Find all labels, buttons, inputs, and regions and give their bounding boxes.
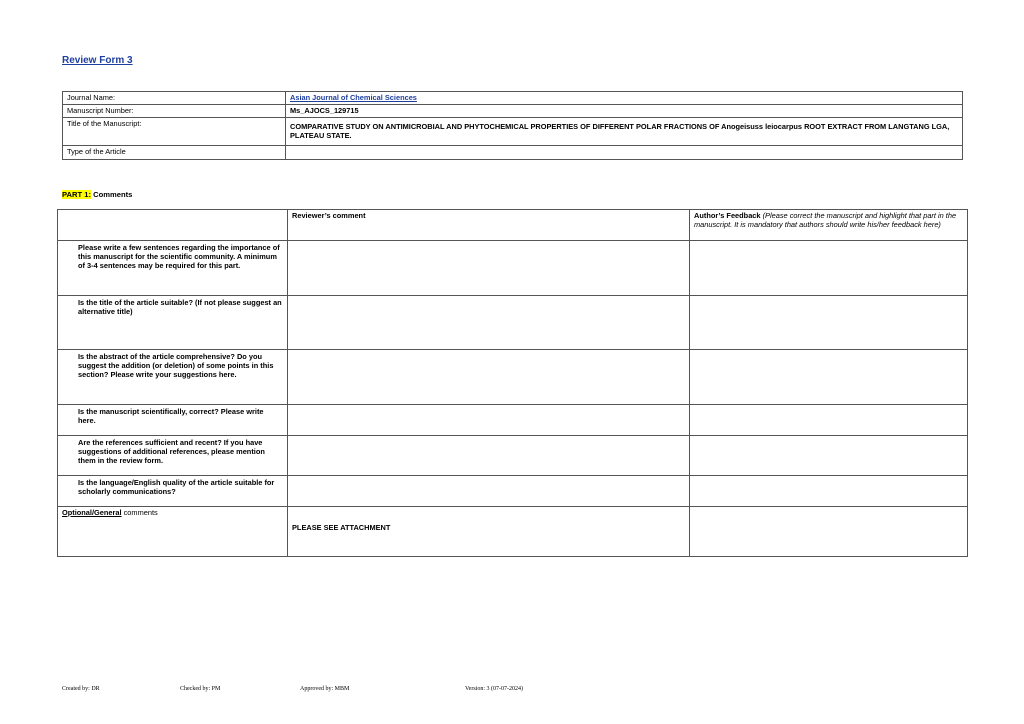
question-scientific: Is the manuscript scientifically, correct? Please write here. xyxy=(58,405,288,436)
reviewer-comment-cell[interactable] xyxy=(288,436,690,476)
reviewer-comment-cell[interactable] xyxy=(288,350,690,405)
journal-row xyxy=(63,92,963,105)
table-row xyxy=(58,476,968,507)
reviewer-comment-cell[interactable] xyxy=(288,241,690,296)
manuscript-title-row xyxy=(63,118,963,146)
reviewer-comment-cell[interactable] xyxy=(288,296,690,350)
author-feedback-title: Author’s Feedback xyxy=(694,211,761,220)
question-importance: Please write a few sentences regarding the importance of this manuscript for the scientific community. A minimum of 3-4 sentences may be required for this part. xyxy=(58,241,288,296)
optional-label-underlined: Optional/General xyxy=(62,508,122,517)
comments-table xyxy=(57,209,968,557)
part-highlight: PART 1: xyxy=(62,190,91,199)
author-feedback-note: (Please correct the manuscript and highlight that part in the manuscript. It is mandatory that authors should write his/her feedback here) xyxy=(694,211,957,229)
table-row xyxy=(58,241,968,296)
article-type-label: Type of the Article xyxy=(63,146,286,160)
question-language: Is the language/English quality of the article suitable for scholarly communications? xyxy=(58,476,288,507)
manuscript-title-value: COMPARATIVE STUDY ON ANTIMICROBIAL AND PHYTOCHEMICAL PROPERTIES OF DIFFERENT POLAR FRACTIONS OF Anogeisuss leiocarpus ROOT EXTRACT FROM LANGTANG LGA, PLATEAU STATE. xyxy=(286,118,963,146)
reviewer-comment-cell[interactable] xyxy=(288,405,690,436)
optional-reviewer-comment[interactable]: PLEASE SEE ATTACHMENT xyxy=(288,507,690,557)
part-label: Comments xyxy=(90,190,133,199)
author-feedback-cell[interactable] xyxy=(690,241,968,296)
table-row xyxy=(58,436,968,476)
author-feedback-header xyxy=(690,210,968,241)
footer-approved-by: Approved by: MBM xyxy=(300,686,350,692)
part-heading xyxy=(62,190,132,199)
manuscript-number-row xyxy=(63,105,963,118)
author-feedback-cell[interactable] xyxy=(690,436,968,476)
optional-comments-label xyxy=(58,507,288,557)
comments-header-row xyxy=(58,210,968,241)
journal-label: Journal Name: xyxy=(63,92,286,105)
question-title-suitable: Is the title of the article suitable? (If not please suggest an alternative title) xyxy=(58,296,288,350)
table-row xyxy=(58,296,968,350)
form-title: Review Form 3 xyxy=(62,55,133,66)
article-type-row xyxy=(63,146,963,160)
question-header xyxy=(58,210,288,241)
manuscript-title-label: Title of the Manuscript: xyxy=(63,118,286,146)
question-abstract: Is the abstract of the article comprehensive? Do you suggest the addition (or deletion) of some points in this section? Please write your suggestions here. xyxy=(58,350,288,405)
author-feedback-cell[interactable] xyxy=(690,476,968,507)
reviewer-comment-header: Reviewer’s comment xyxy=(288,210,690,241)
question-references: Are the references sufficient and recent? If you have suggestions of additional references, please mention them in the review form. xyxy=(58,436,288,476)
journal-value[interactable] xyxy=(286,92,963,105)
optional-comments-row xyxy=(58,507,968,557)
optional-label-rest: comments xyxy=(121,508,158,517)
journal-link[interactable]: Asian Journal of Chemical Sciences xyxy=(290,93,417,102)
manuscript-number-value: Ms_AJOCS_129715 xyxy=(286,105,963,118)
footer-version: Version: 3 (07-07-2024) xyxy=(465,686,523,692)
table-row xyxy=(58,350,968,405)
footer-created-by: Created by: DR xyxy=(62,686,100,692)
manuscript-info-table xyxy=(62,91,963,160)
table-row xyxy=(58,405,968,436)
footer-checked-by: Checked by: PM xyxy=(180,686,221,692)
optional-author-feedback[interactable] xyxy=(690,507,968,557)
author-feedback-cell[interactable] xyxy=(690,405,968,436)
author-feedback-cell[interactable] xyxy=(690,350,968,405)
reviewer-comment-cell[interactable] xyxy=(288,476,690,507)
manuscript-number-label: Manuscript Number: xyxy=(63,105,286,118)
author-feedback-cell[interactable] xyxy=(690,296,968,350)
article-type-value[interactable] xyxy=(286,146,963,160)
